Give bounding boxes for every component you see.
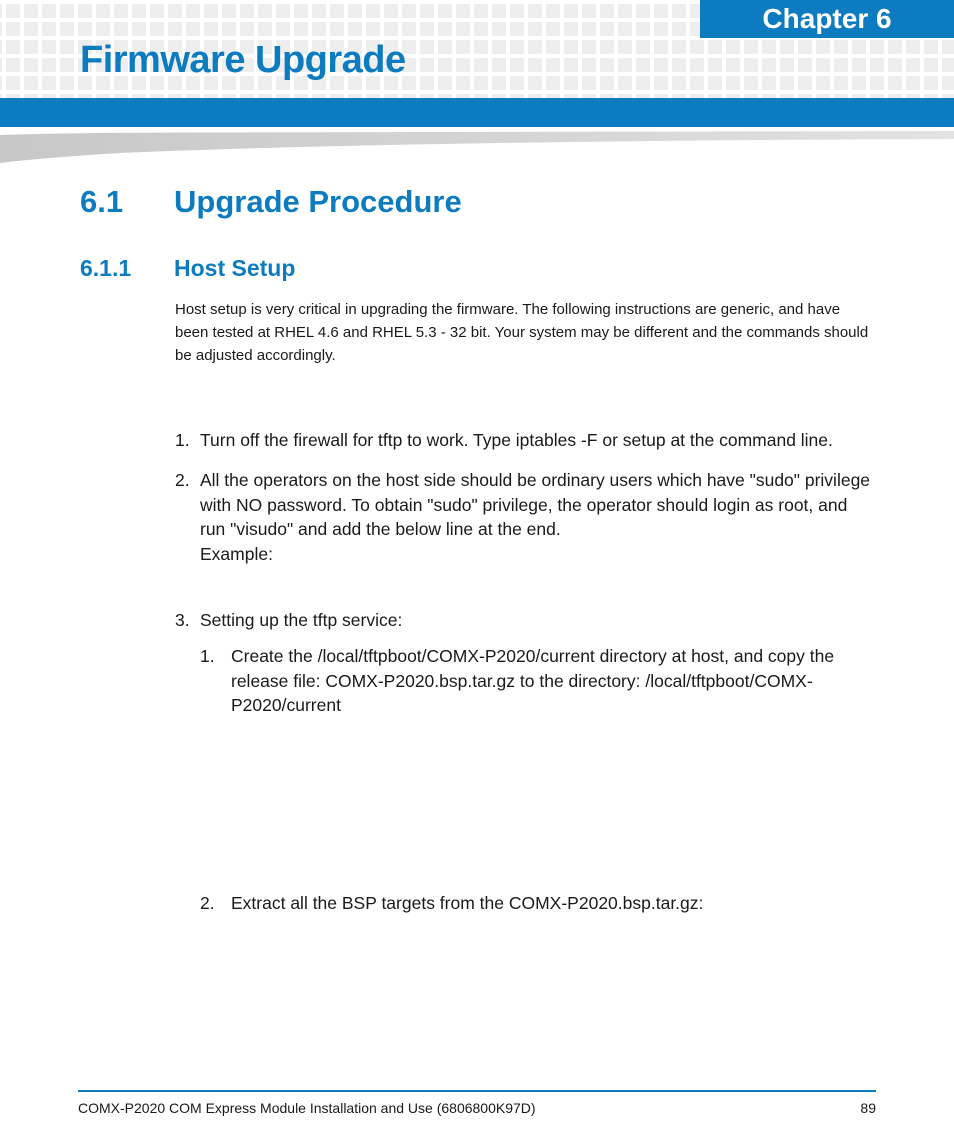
- list-item-number: 2.: [175, 470, 190, 490]
- footer-page-number: 89: [860, 1100, 876, 1116]
- sub-list-item: [200, 644, 870, 718]
- subsection-title: Host Setup: [174, 255, 296, 281]
- list-item-text: All the operators on the host side should be ordinary users which have "sudo" privilege with NO password. To obtain "sudo" privilege, the operator should login as root, and run "visudo" and add the below line at the end.: [200, 470, 871, 539]
- subsection-number: 6.1.1: [80, 255, 132, 281]
- sub-list-item-number: 1.: [200, 646, 215, 666]
- page-title: Firmware Upgrade: [80, 39, 406, 81]
- header-blue-bar: [0, 98, 954, 127]
- subsection-heading: [80, 254, 295, 282]
- intro-paragraph: Host setup is very critical in upgrading the firmware. The following instructions are generic, and have been tested at RHEL 4.6 and RHEL 5.3 - 32 bit. Your system may be different and the commands should be adjusted accordingly.: [175, 301, 869, 364]
- section-title: Upgrade Procedure: [174, 184, 462, 219]
- footer-doc-title: COMX-P2020 COM Express Module Installation and Use (6806800K97D): [78, 1100, 536, 1116]
- list-item-text: Turn off the firewall for tftp to work. Type iptables -F or setup at the command line.: [200, 430, 833, 450]
- footer-rule: [78, 1090, 876, 1092]
- list-item: [175, 428, 875, 453]
- list-item-number: 1.: [175, 430, 190, 450]
- section-number: 6.1: [80, 184, 124, 219]
- section-heading: [80, 184, 462, 220]
- sub-list-item: [200, 891, 870, 916]
- list-item-number: 3.: [175, 610, 190, 630]
- chapter-label: Chapter 6: [700, 0, 954, 38]
- sub-list-item-number: 2.: [200, 893, 215, 913]
- header-gray-swoosh: [0, 131, 954, 163]
- list-item-text: Setting up the tftp service:: [200, 610, 403, 630]
- sub-list-item-text: Extract all the BSP targets from the COMX-P2020.bsp.tar.gz:: [231, 893, 704, 913]
- list-item: [175, 468, 875, 566]
- list-item: [175, 608, 875, 633]
- sub-list-item-text: Create the /local/tftpboot/COMX-P2020/current directory at host, and copy the release file: COMX-P2020.bsp.tar.gz to the directory: /local/tftpboot/COMX-P2020/current: [231, 646, 835, 715]
- example-label: Example:: [200, 543, 273, 564]
